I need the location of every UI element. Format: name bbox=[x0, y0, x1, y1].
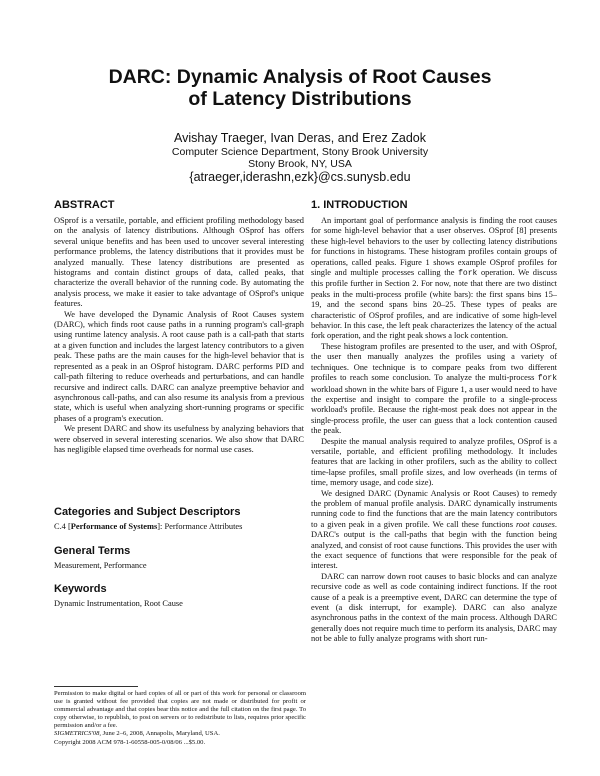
footnote-rule bbox=[54, 686, 138, 687]
code-fork: fork bbox=[537, 374, 557, 384]
general-terms-heading: General Terms bbox=[54, 545, 131, 557]
author-emails: {atraeger,iderashn,ezk}@cs.sunysb.edu bbox=[189, 170, 411, 184]
affiliation-department: Computer Science Department, Stony Brook University bbox=[171, 146, 429, 158]
abstract-heading: ABSTRACT bbox=[54, 199, 115, 211]
intro-paragraph: Despite the manual analysis required to analyze profiles, OSprof is a versatile, portable, and efficient profiling methodology. It includes features that are lacking in other profilers, such as the ability to collect time-lapse profiles, small profile sizes, and low overheads (in terms of time, memory usage, and code size). bbox=[311, 436, 557, 488]
permission-notice bbox=[54, 690, 306, 747]
category-code: C.4 [ bbox=[54, 522, 71, 531]
abstract-paragraph: We have developed the Dynamic Analysis of Root Causes system (DARC), which finds root cause paths in a running program's call-graph using runtime latency analysis. A root cause path is a call-path that starts at a given function and includes the largest latency contributors to a given peak. These paths are the main causes for the high-level behavior that is represented as a peak in an OSprof histogram. DARC performs PID and call-path filtering to reduce overheads and perturbations, and can handle recursive and indirect calls. DARC can analyze preemptive behavior and asynchronous call-paths, and can also resume its analysis from a previous state, which is useful when analyzing short-running programs or specific phases of a program's execution. bbox=[54, 309, 304, 423]
keywords-heading: Keywords bbox=[54, 583, 107, 595]
categories-body bbox=[54, 522, 304, 532]
general-terms-body bbox=[54, 561, 304, 571]
keywords-text: Dynamic Instrumentation, Root Cause bbox=[54, 599, 183, 608]
introduction-body bbox=[311, 216, 557, 645]
code-fork: fork bbox=[458, 269, 478, 279]
general-terms-text: Measurement, Performance bbox=[54, 561, 147, 570]
intro-paragraph: An important goal of performance analysis is finding the root causes for some high-level behavior that a user observes. OSprof [8] presents these high-level behaviors to the user by collecting latency distributions for functions in histograms. These histogram profiles contain groups of operations, called peaks. Figure 1 shows example OSprof profiles for single and multiple processes calling the fork operation. We discuss this profile further in Section 2. For now, note that there are two distinct peaks in the multi-process profile (white bars): the first spans bins 15–19, and the second spans bins 20–25. These types of peaks are characteristic of OSprof profiles, and are indicative of some high-level behavior. In this case, the left peak characterizes the latency of the actual fork operation, and the right peak shows a lock contention. bbox=[311, 216, 557, 341]
permission-text: Permission to make digital or hard copies of all or part of this work for personal or classroom use is granted without fee provided that copies are not made or distributed for profit or commercial advantage and that copies bear this notice and the full citation on the first page. To copy otherwise, to republish, to post on servers or to redistribute to lists, requires prior specific permission and/or a fee. bbox=[54, 690, 306, 730]
affiliation-location: Stony Brook, NY, USA bbox=[248, 158, 352, 170]
venue-details: June 2–6, 2008, Annapolis, Maryland, USA. bbox=[101, 730, 220, 738]
abstract-paragraph: OSprof is a versatile, portable, and efficient profiling methodology based on the analysis of latency distributions. Although OSprof has offers several unique benefits and has been used to uncover several interesting performance problems, the latency distributions that it provides must be analyzed manually. These latency distributions are presented as histograms and contain distinct groups of data, called peaks, that characterize the overall behavior of the running code. By automating the analysis process, we make it easier to take advantage of OSprof's unique features. bbox=[54, 216, 304, 309]
intro-paragraph: These histogram profiles are presented to the user, and with OSprof, the user then manually analyzes the profiles using a variety of techniques. One technique is to compare peaks from two different profiles to reach some conclusion. To analyze the multi-process fork workload shown in the white bars of Figure 1, a user would need to have the expertise and insight to compare the profile to a single-process workload's profile. Because the right-most peak does not appear in the single-process profile, the user can guess that a lock contention caused the peak. bbox=[311, 341, 557, 436]
category-name: Performance of Systems bbox=[70, 522, 158, 531]
introduction-heading: 1. INTRODUCTION bbox=[311, 199, 408, 211]
intro-paragraph: DARC can narrow down root causes to basic blocks and can analyze recursive code as well as code containing indirect functions. If the root cause of a peak is a preemptive event, DARC can determine the type of event (a disk interrupt, for example). DARC can also analyze asynchronous paths in the context of the main process. Although DARC generally does not require much time to perform its analysis, DARC may not be able to fully analyze programs with short run- bbox=[311, 571, 557, 644]
venue-name: SIGMETRICS'08, bbox=[54, 730, 102, 738]
copyright-text: Copyright 2008 ACM 978-1-60558-005-0/08/06 ...$5.00. bbox=[54, 738, 206, 746]
root-causes-term: root causes bbox=[515, 519, 555, 529]
paper-title bbox=[40, 66, 560, 110]
keywords-body bbox=[54, 599, 304, 609]
abstract-body bbox=[54, 216, 304, 455]
categories-heading: Categories and Subject Descriptors bbox=[54, 506, 241, 518]
title-line-2: of Latency Distributions bbox=[188, 88, 412, 110]
category-rest: ]: Performance Attributes bbox=[157, 522, 243, 531]
author-names: Avishay Traeger, Ivan Deras, and Erez Zadok bbox=[174, 131, 426, 145]
author-block bbox=[40, 131, 560, 185]
intro-paragraph: We designed DARC (Dynamic Analysis or Root Causes) to remedy the problem of manual profile analysis. DARC dynamically instruments running code to find the functions that are the main latency contributors to a given peak in a given profile. We call these functions root causes. DARC's output is the call-paths that begin with the function being analyzed, and consist of root cause functions. This provides the user with the exact sequence of functions that were responsible for the peak of interest. bbox=[311, 488, 557, 571]
abstract-paragraph: We present DARC and show its usefulness by analyzing behaviors that were observed in several interesting scenarios. We also show that DARC has negligible elapsed time overheads for normal use cases. bbox=[54, 424, 304, 454]
title-line-1: DARC: Dynamic Analysis of Root Causes bbox=[108, 66, 492, 88]
